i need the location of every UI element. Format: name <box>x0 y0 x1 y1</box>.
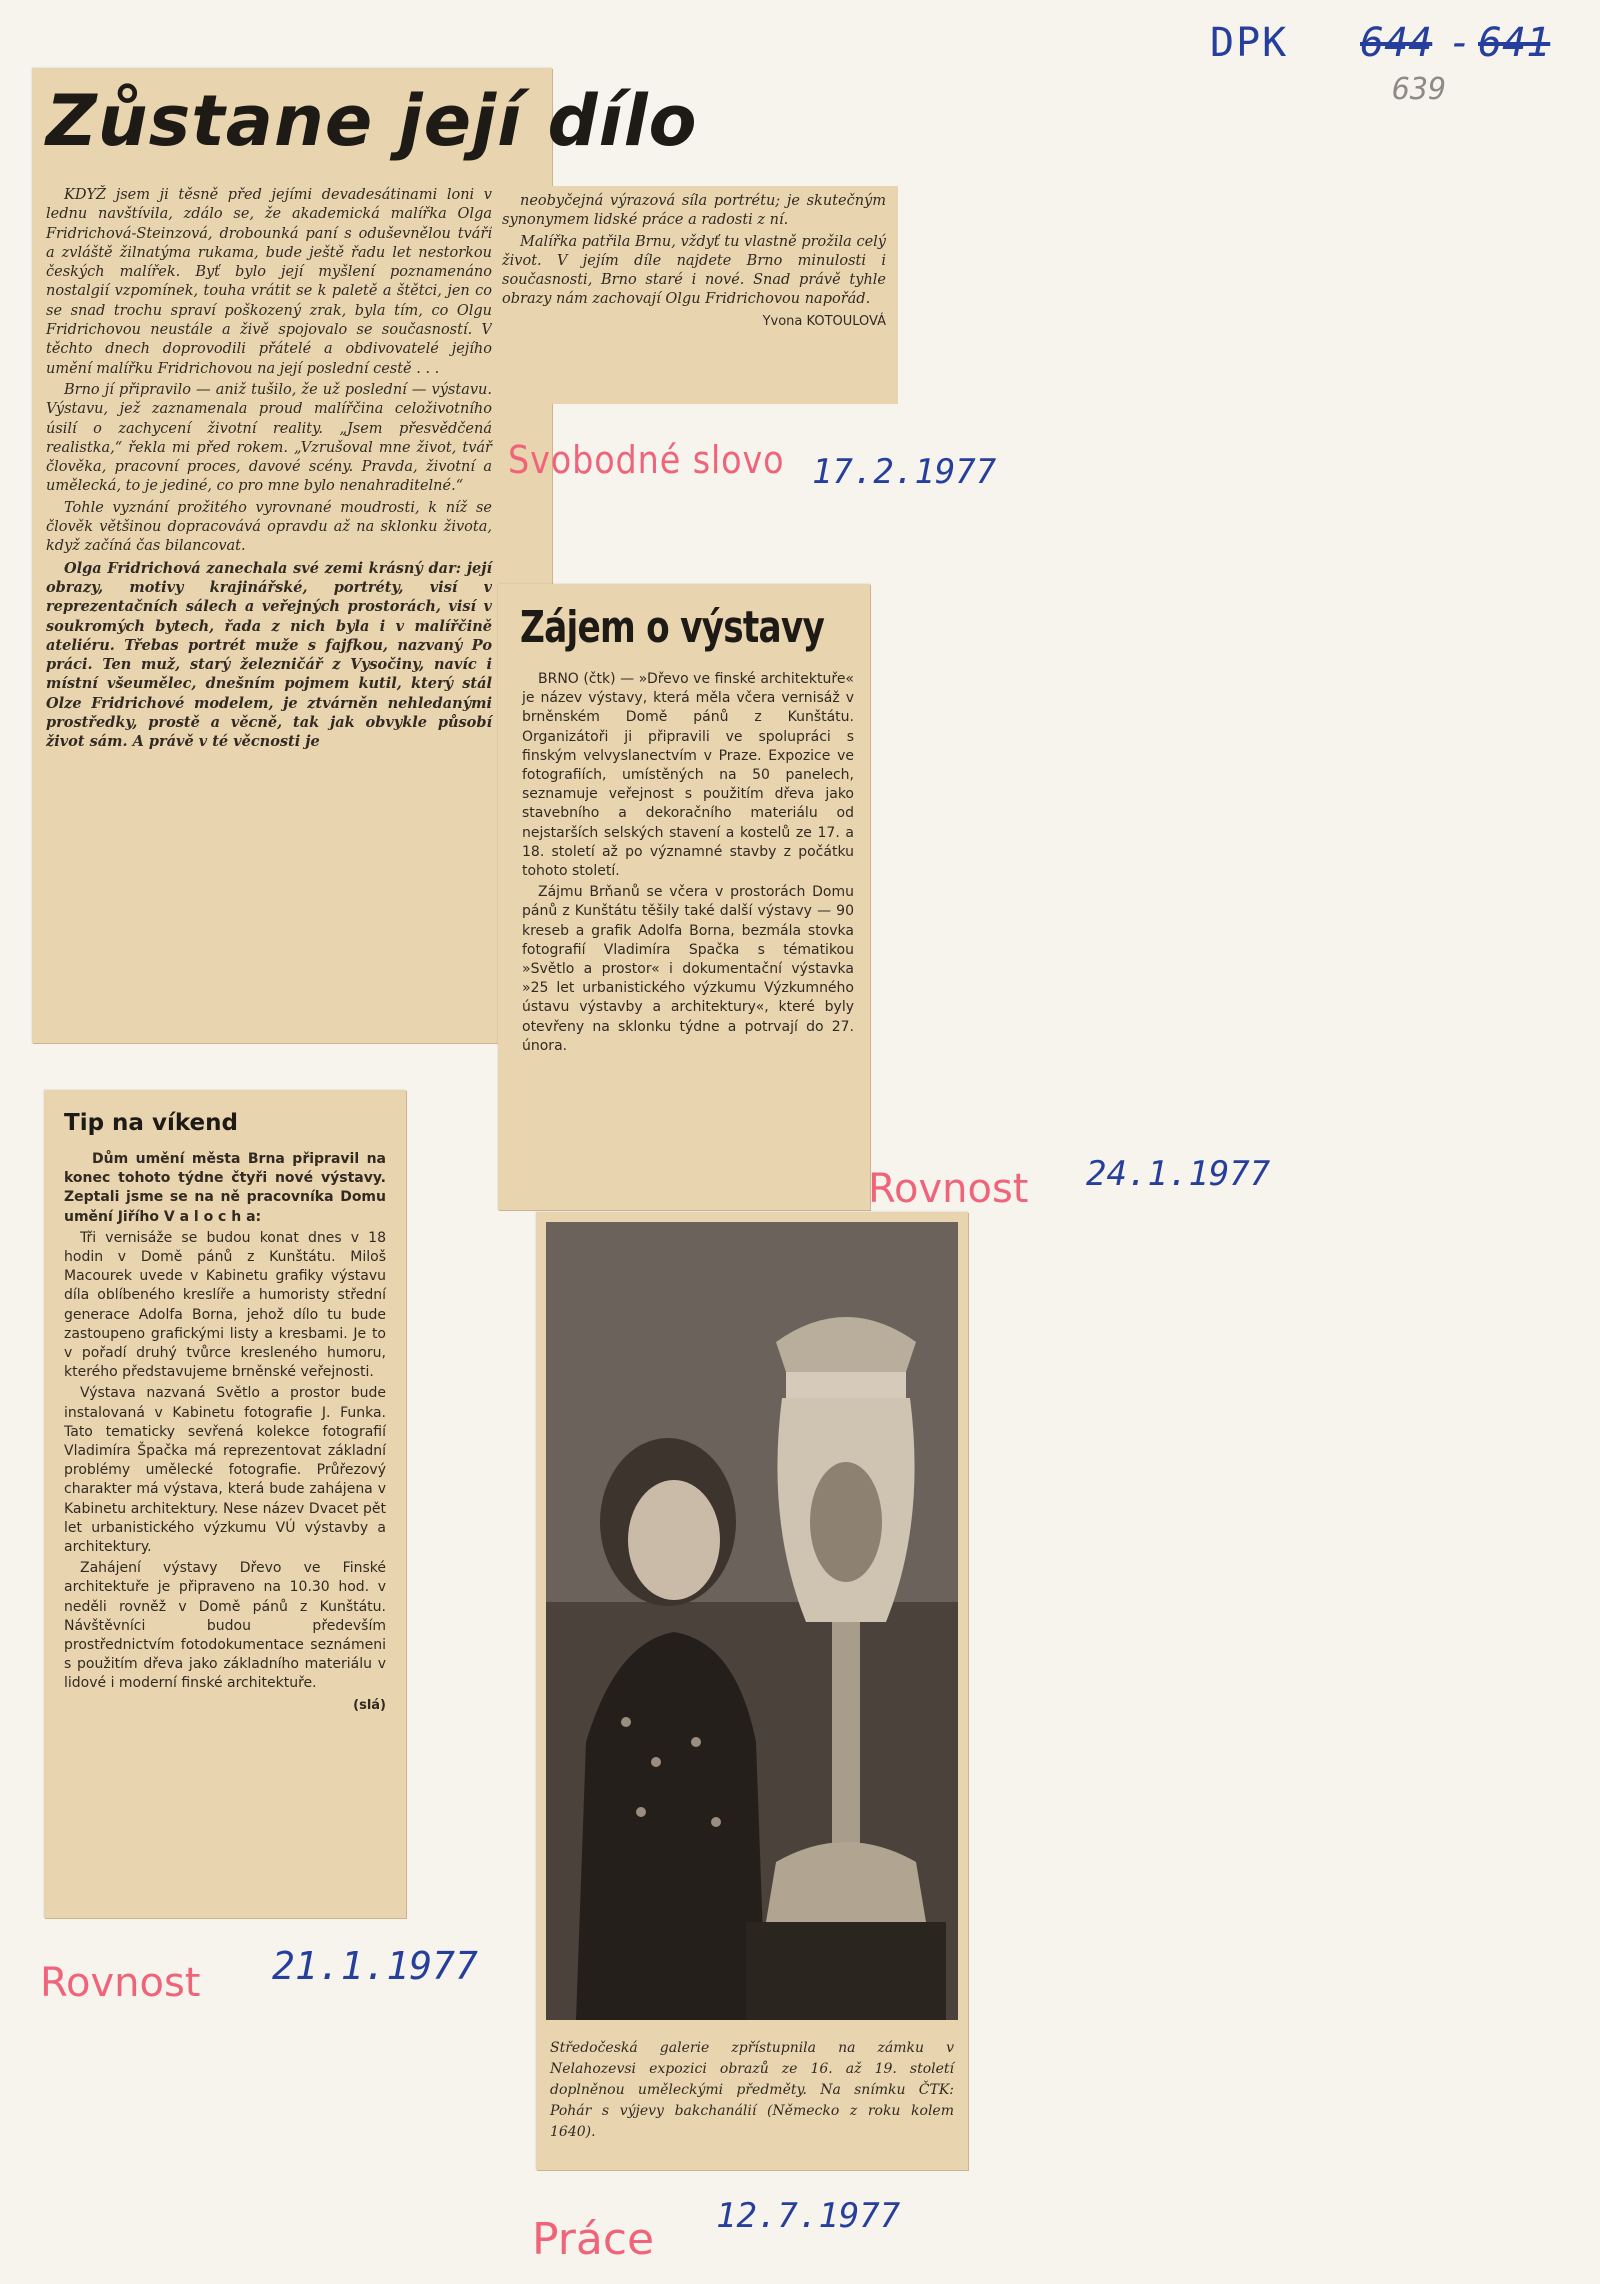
article1-paragraph: KDYŽ jsem ji těsně před jejími devadesátinami loni v lednu navštívila, zdálo se, že akademická malířka Olga Fridrichová-Steinzová, drobounká paní s oduševnělou tváří a zvláště žilnatýma rukama, bude ještě řadu let nestorkou českých malířek. Byť bylo její myšlení poznamenáno nostalgií vzpomínek, touha vrátit se k paletě a štětci, jen co se snad trochu spraví poškozený zrak, byla tím, co Olgu Fridrichovou neustále a živě spojovalo se současností. V těchto dnech doprovodili přátelé a obdivovatelé jejího umění malířku Fridrichovou na její poslední cestě . . . <box>46 187 492 377</box>
stamp-rovnost-24: Rovnost <box>868 1166 1029 1212</box>
photo-illustration <box>546 1222 958 2020</box>
clipping-zustane-jeji-dilo-continuation <box>492 186 898 404</box>
article3-lead: Dům umění města Brna připravil na konec tohoto týdne čtyři nové výstavy. Zeptali jsme se na ně pracovníka Domu umění Jiřího V a l o c h a: <box>64 1151 386 1225</box>
archive-code <box>1210 14 1590 107</box>
headline-zustane-jeji-dilo: Zůstane její dílo <box>46 80 698 162</box>
clipping-photo-pohar <box>536 1212 968 2170</box>
archive-prefix: DPK <box>1210 20 1289 66</box>
date-rovnost-21: 21.1.1977 <box>272 1944 478 1988</box>
article2-paragraph: BRNO (čtk) — »Dřevo ve finské architektuře« je název výstavy, která měla včera vernisáž v brněnském Domě pánů z Kunštátu. Organizátoři ji připravili ve spolupráci s finským velvyslanectvím v Praze. Expozice ve fotografiích, umístěných na 50 panelech, seznamuje veřejnost s použitím dřeva jako stavebního a dekoračního materiálu od nejstarších selských stavení a kostelů ze 17. a 18. století až po významné stavby z počátku tohoto století. <box>522 671 854 880</box>
article1-column-2 <box>502 192 886 333</box>
archive-number-crossed-a: 644 <box>1360 20 1433 66</box>
article3-body <box>64 1150 386 1717</box>
photo-caption: Středočeská galerie zpřístupnila na zámku v Nelahozevsi expozici obrazů ze 16. až 19. století doplněnou uměleckými předměty. Na snímku ČTK: Pohár s výjevy bakchanálií (Německo z roku kolem 1640). <box>550 2040 954 2140</box>
article3-signature: (slá) <box>353 1697 386 1713</box>
photo-woman-with-goblet <box>546 1222 958 2020</box>
archive-dash: - <box>1448 20 1473 66</box>
article3-paragraph: Výstava nazvaná Světlo a prostor bude instalovaná v Kabinetu fotografie J. Funka. Tato tematicky sevřená kolekce fotografií Vladimíra Špačka má reprezentovat základní problémy umělecké fotografie. Průřezový charakter má výstava, která bude zahájena v Kabinetu architektury. Nese název Dvacet pět let urbanistického výzkumu VÚ výstavby a architektury. <box>64 1385 386 1556</box>
article3-paragraph: Tři vernisáže se budou konat dnes v 18 hodin v Domě pánů z Kunštátu. Miloš Macourek uvede v Kabinetu grafiky výstavu díla oblíbeného kreslíře a humoristy střední generace Adolfa Borna, jehož dílo tu bude zastoupeno grafickými listy a kresbami. Je to v pořadí druhý tvůrce kresleného humoru, kterého představujeme brněnské veřejnosti. <box>64 1229 386 1381</box>
article3-paragraph: Zahájení výstavy Dřevo ve Finské architektuře je připraveno na 10.30 hod. v neděli rovněž v Domě pánů z Kunštátu. Návštěvníci budou především prostřednictvím fotodokumentace seznámeni s použitím dřeva jako základního materiálu v lidové i moderní finské architektuře. <box>64 1560 386 1692</box>
article1-paragraph: Tohle vyznání prožitého vyrovnané moudrosti, k níž se člověk většinou dopracovává opravdu až na sklonku života, když začíná čas bilancovat. <box>46 499 492 555</box>
article2-paragraph: Zájmu Brňanů se včera v prostorách Domu pánů z Kunštátu těšily také další výstavy — 90 kreseb a grafik Adolfa Borna, bezmála stovka fotografií Vladimíra Spačka s tématikou »Světlo a prostor« i dokumentační výstavka »25 let urbanistického výzkumu Výzkumného ústavu výstavby a architektury«, které byly otevřeny na sklonku týdne a potrvají do 27. února. <box>522 884 854 1054</box>
clipping-tip-na-vikend <box>44 1090 406 1918</box>
article1-paragraph: Olga Fridrichová zanechala své zemi krásný dar: její obrazy, motivy krajinářské, portréty, visí v reprezentačních sálech a veřejných prostorách, visí v soukromých bytech, řada z nich byla i v malířčině ateliéru. Třebas portrét muže s fajfkou, nazvaný Po práci. Ten muž, starý železničář z Vysočiny, navíc i místní všeumělec, dnešním pojmem kutil, který stál Olze Fridrichové modelem, je ztvárněn nehledanými prostředky, prostě a věcně, tak jak obvykle působí život sám. A právě v té věcnosti je <box>46 559 492 751</box>
stamp-rovnost-21: Rovnost <box>40 1960 201 2006</box>
clipping-zajem-o-vystavy <box>498 584 870 1210</box>
article1-paragraph: neobyčejná výrazová síla portrétu; je skutečným synonymem lidské práce a radosti z ní. <box>502 193 886 229</box>
archive-number-new: 639 <box>1392 72 1447 107</box>
article1-column-1 <box>46 186 492 754</box>
stamp-svobodne-slovo: Svobodné slovo <box>508 438 785 482</box>
stamp-prace: Práce <box>532 2214 655 2265</box>
article1-paragraph: Malířka patřila Brnu, vždyť tu vlastně prožila celý život. V jejím díle najdete Brno minulosti i současnosti, Brno staré i nové. Snad právě tyhle obrazy nám zachovají Olgu Fridrichovou napořád. <box>502 233 886 308</box>
date-prace: 12.7.1977 <box>716 2196 901 2236</box>
date-rovnost-24: 24.1.1977 <box>1086 1154 1271 1194</box>
archive-number-crossed-b: 641 <box>1478 20 1551 66</box>
article1-paragraph: Brno jí připravilo — aniž tušilo, že už poslední — výstavu. Výstavu, jež zaznamenala proud malířčina celoživotního úsilí o zachycení životní reality. „Jsem přesvědčená realistka,“ řekla mi před rokem. „Vzrušoval mne život, tvář člověka, pracovní proces, davové scény. Pravda, životní a umělecká, to je jediné, co pro mne bylo nenahraditelné.“ <box>46 381 492 495</box>
article2-body <box>522 670 854 1058</box>
headline-tip-na-vikend: Tip na víkend <box>64 1110 238 1136</box>
headline-zajem-o-vystavy: Zájem o výstavy <box>520 602 825 653</box>
article1-signature: Yvona KOTOULOVÁ <box>762 313 886 329</box>
date-svobodne-slovo: 17.2.1977 <box>812 452 997 492</box>
